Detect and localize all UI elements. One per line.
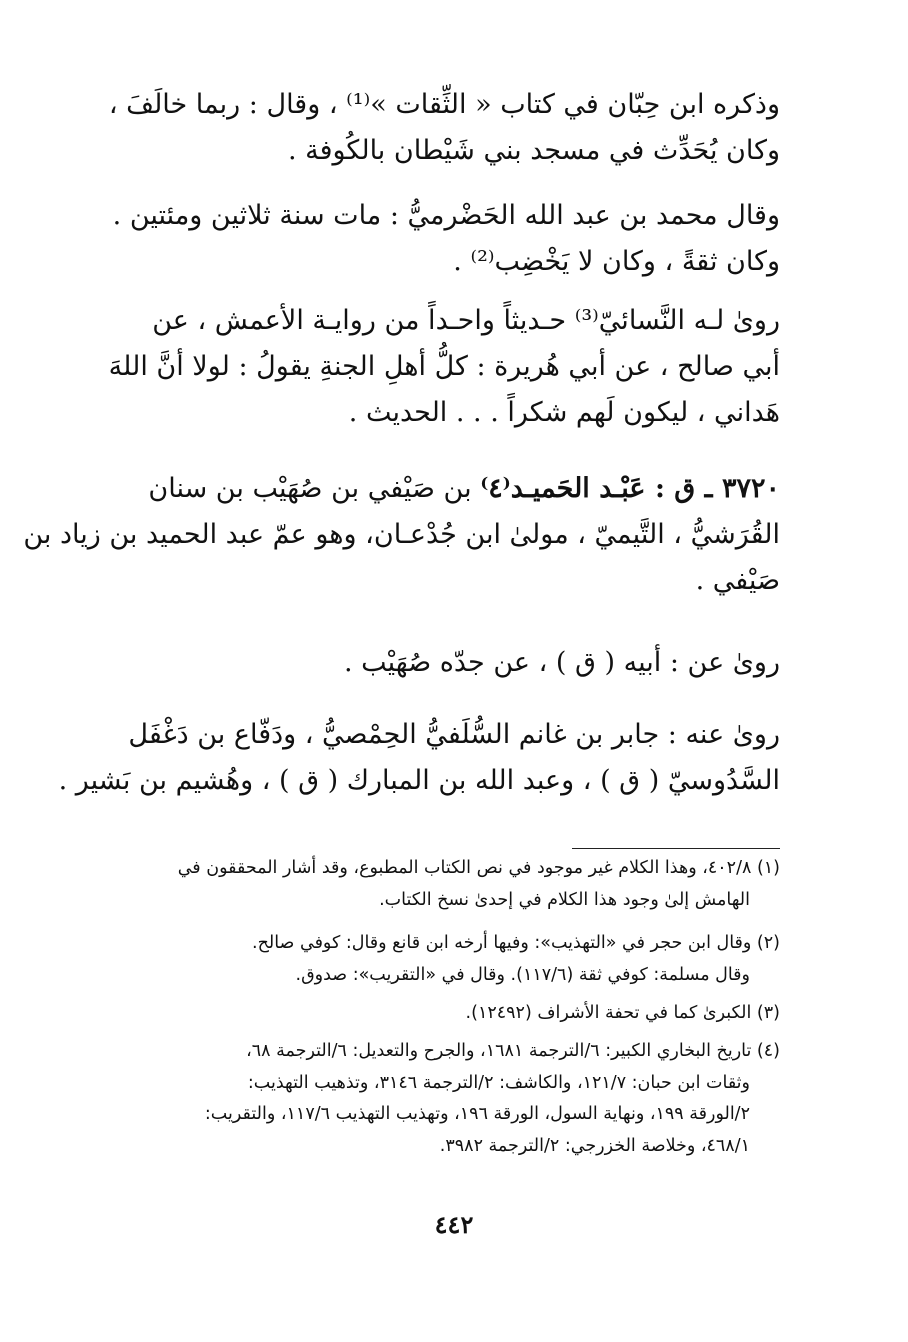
biography-entry-3720 — [23, 466, 780, 604]
footnote-line: ٤٦٨/١، وخلاصة الخزرجي: ٢/الترجمة ٣٩٨٢. — [439, 1135, 750, 1156]
text-line: روىٰ عنه : جابر بن غانم السُّلَفيُّ الحِمْصيُّ ، ودَفّاع بن دَغْفَل — [128, 719, 780, 750]
text-line: القُرَشيُّ ، التَّيميّ ، مولىٰ ابن جُدْعـان، وهو عمّ عبد الحميد بن زياد بن — [23, 519, 780, 550]
text-line: روىٰ عن : أبيه ( ق ) ، عن جدّه صُهَيْب . — [343, 647, 780, 678]
footnote-line: (٣) الكبرىٰ كما في تحفة الأشراف (١٢٤٩٢). — [465, 1003, 780, 1023]
entry-heading: ٣٧٢٠ ـ ق : عَبْـد الحَميـد⁽٤⁾ — [480, 473, 780, 504]
text-line: وكان ثقةً ، وكان لا يَخْضِب⁽²⁾ . — [453, 246, 780, 277]
text-line — [80, 466, 780, 512]
footnote-4 — [70, 1036, 780, 1162]
footnote-line: وثقات ابن حبان: ١٢١/٧، والكاشف: ٢/الترجمة ٣١٤٦، وتذهيب التهذيب: — [247, 1072, 750, 1093]
footnote-separator — [572, 848, 780, 849]
footnote-3 — [70, 998, 780, 1030]
footnote-2 — [70, 928, 780, 991]
text-line: وقال محمد بن عبد الله الحَضْرميُّ : مات سنة ثلاثين ومئتين . — [112, 200, 780, 231]
text-line: وكان يُحَدِّث في مسجد بني شَيْطان بالكُوفة . — [287, 135, 780, 166]
text-line: السَّدُوسيّ ( ق ) ، وعبد الله بن المبارك ( ق ) ، وهُشيم بن بَشير . — [58, 765, 780, 796]
footnote-line: (٤) تاريخ البخاري الكبير: ٦/الترجمة ١٦٨١، والجرح والتعديل: ٦/الترجمة ٦٨، — [246, 1041, 780, 1061]
text-line: صَيْفي . — [695, 565, 780, 596]
entry-heading-continuation: بن صَيْفي بن صُهَيْب بن سنان — [148, 473, 472, 504]
paragraph-narrated-by — [58, 712, 780, 804]
footnote-line: (١) ٤٠٢/٨، وهذا الكلام غير موجود في نص الكتاب المطبوع، وقد أشار المحققون في — [177, 858, 780, 878]
footnote-line: (٢) وقال ابن حجر في «التهذيب»: وفيها أرخه ابن قانع وقال: كوفي صالح. — [252, 933, 780, 953]
text-line: أبي صالح ، عن أبي هُريرة : كلُّ أهلِ الجنةِ يقولُ : لولا أنَّ اللهَ — [108, 351, 780, 382]
footnote-line: ٢/الورقة ١٩٩، ونهاية السول، الورقة ١٩٦، وتهذيب التهذيب ١١٧/٦، والتقريب: — [204, 1104, 750, 1124]
text-line: هَداني ، ليكون لَهم شكراً . . . الحديث . — [348, 397, 780, 428]
paragraph-ibn-hibban — [80, 82, 780, 174]
footnote-line: الهامش إلىٰ وجود هذا الكلام في إحدىٰ نسخ الكتاب. — [379, 889, 750, 910]
text-line: وذكره ابن حِبّان في كتاب « الثِّقات »⁽¹⁾ ، وقال : ربما خالَفَ ، — [108, 89, 780, 120]
paragraph-hadrami — [80, 193, 780, 285]
text-line: روىٰ لـه النَّسائيّ⁽³⁾ حـديثاً واحـداً من روايـة الأعمش ، عن — [152, 305, 780, 336]
page-number: ٤٤٢ — [434, 1210, 474, 1239]
paragraph-narrated-from — [80, 640, 780, 686]
paragraph-nasai — [80, 298, 780, 436]
footnote-1 — [70, 853, 780, 916]
footnote-line: وقال مسلمة: كوفي ثقة (١١٧/٦). وقال في «التقريب»: صدوق. — [295, 964, 750, 985]
